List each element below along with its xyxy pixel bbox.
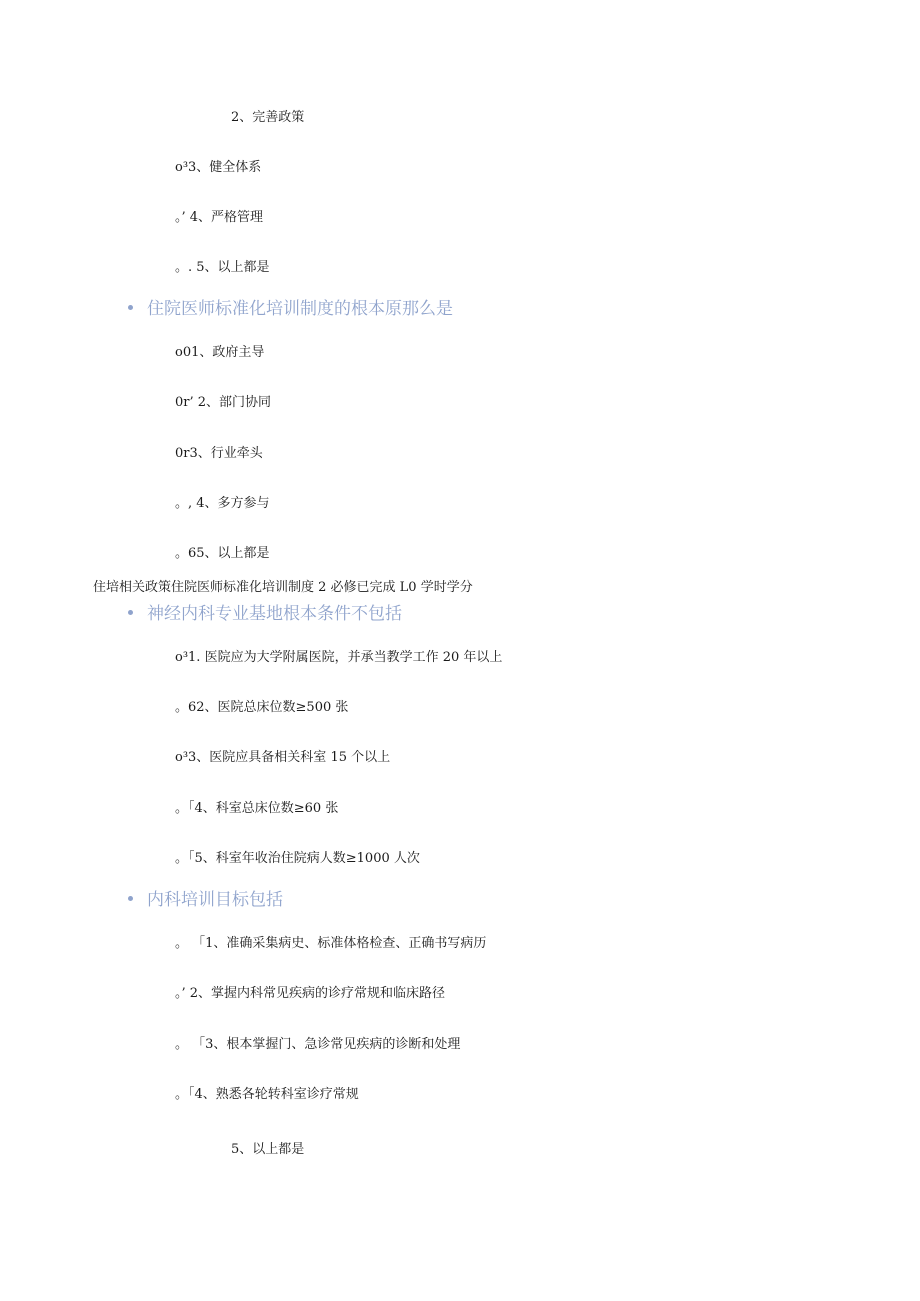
course-progress-note: 住培相关政策住院医师标准化培训制度 2 必修已完成 L0 学时学分 [93, 580, 473, 595]
option-item[interactable]: 2、完善政策 [231, 110, 305, 125]
option-item[interactable]: o³1. 医院应为大学附属医院，并承当教学工作 20 年以上 [175, 650, 503, 665]
option-item[interactable]: 。’ 4、严格管理 [175, 210, 264, 225]
question-heading [128, 603, 402, 625]
option-item[interactable]: 0r3、行业牵头 [175, 446, 263, 461]
option-item[interactable]: 。「5、科室年收治住院病人数≥1000 人次 [175, 851, 420, 866]
question-text: 神经内科专业基地根本条件不包括 [147, 604, 402, 624]
question-text: 住院医师标准化培训制度的根本原那么是 [147, 299, 453, 319]
bullet-icon [128, 610, 133, 615]
bullet-icon [128, 305, 133, 310]
question-text: 内科培训目标包括 [147, 890, 283, 910]
option-item[interactable]: 。「4、科室总床位数≥60 张 [175, 801, 339, 816]
question-heading [128, 298, 453, 320]
option-item[interactable]: 。, 4、多方参与 [175, 496, 270, 511]
option-item[interactable]: o³3、健全体系 [175, 160, 262, 175]
question-heading [128, 889, 283, 911]
option-item[interactable]: o01、政府主导 [175, 345, 265, 360]
bullet-icon [128, 896, 133, 901]
option-item[interactable]: o³3、医院应具备相关科室 15 个以上 [175, 750, 391, 765]
option-item[interactable]: 。. 5、以上都是 [175, 260, 270, 275]
option-item[interactable]: 。62、医院总床位数≥500 张 [175, 700, 349, 715]
option-item[interactable]: 5、以上都是 [231, 1142, 305, 1157]
option-item[interactable]: 。’ 2、掌握内科常见疾病的诊疗常规和临床路径 [175, 986, 446, 1001]
option-item[interactable]: 。65、以上都是 [175, 546, 270, 561]
option-item[interactable]: 0r’ 2、部门协同 [175, 395, 272, 410]
option-item[interactable]: 。「4、熟悉各轮转科室诊疗常规 [175, 1087, 359, 1102]
option-item[interactable]: 。 「1、准确采集病史、标准体格检查、正确书写病历 [175, 936, 487, 951]
option-item[interactable]: 。 「3、根本掌握门、急诊常见疾病的诊断和处理 [175, 1037, 461, 1052]
